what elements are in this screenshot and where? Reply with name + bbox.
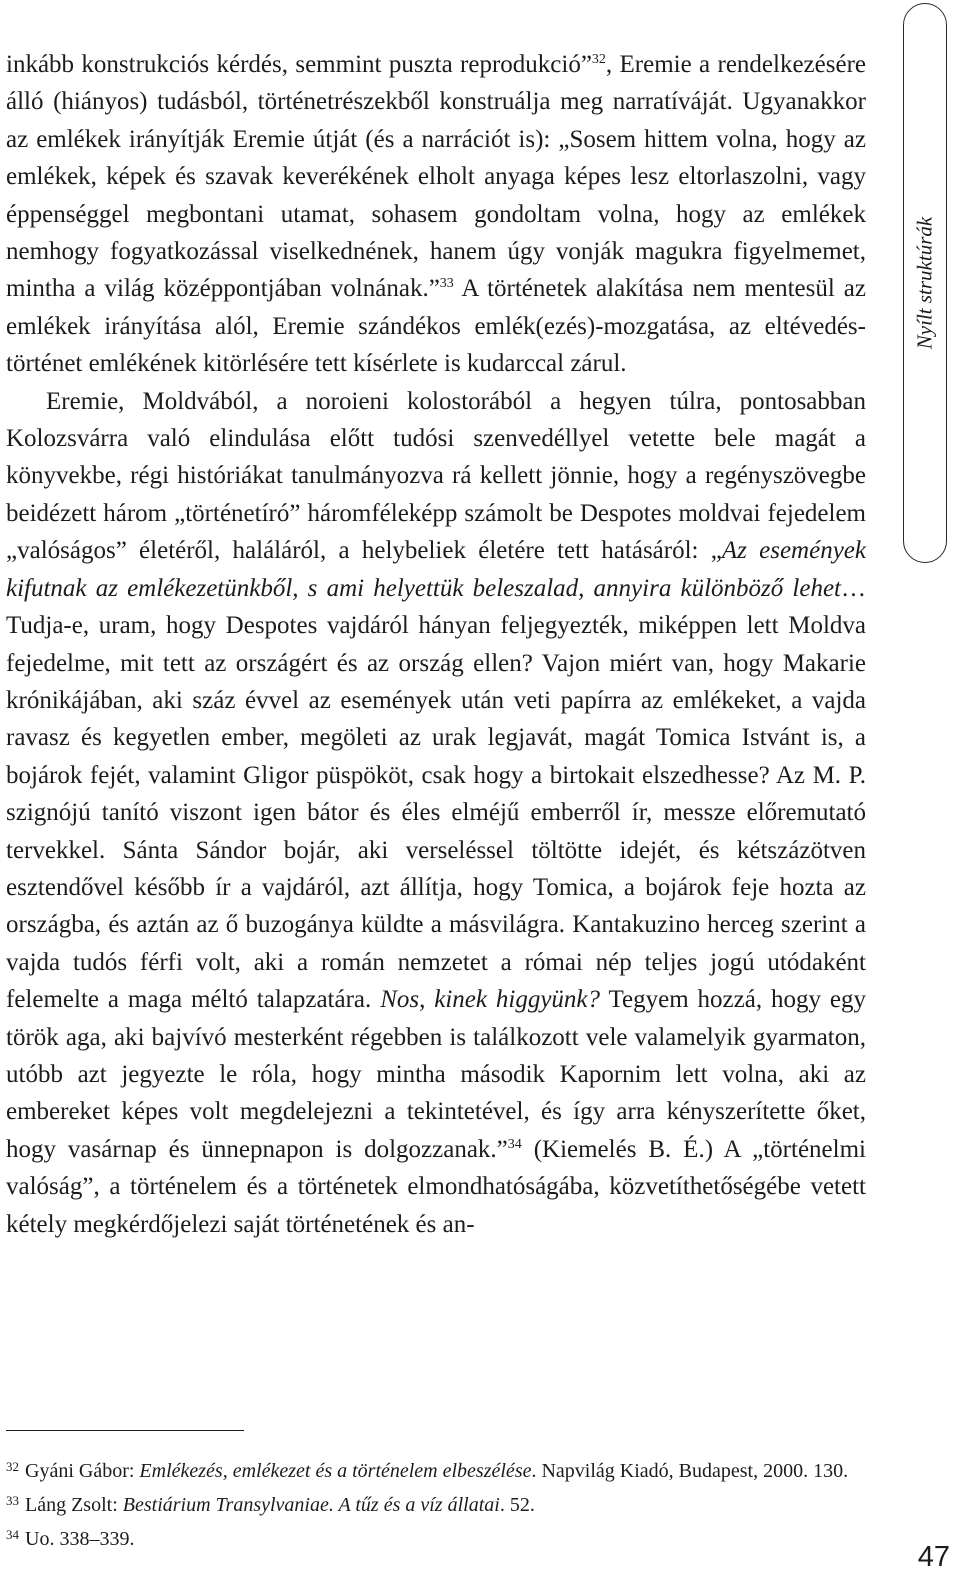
text-run: (Kiemelés B. É.) A „történelmi valóság”, a történelem és a történetek elmondhatóságába, közvetíthetőségébe vetett kétely megkérdőjelezi saját történetének és an- bbox=[6, 1135, 866, 1238]
italic-question: Nos, kinek higgyünk? bbox=[380, 986, 601, 1014]
footnotes bbox=[6, 1452, 864, 1554]
footnote-author: Láng Zsolt: bbox=[25, 1494, 123, 1516]
footnote-ref-32[interactable]: 32 bbox=[591, 52, 606, 67]
text-run: A történetek alakítása nem mentesül az emlékek irányítása alól, Eremie szándékos emlék(ezés)-mozgatása, az eltévedés-történet emlékének kitörlésére tett kísérlete is kudarccal zárul. bbox=[6, 275, 866, 378]
chapter-side-tab-label: Nyílt struktúrák bbox=[912, 216, 937, 350]
body-text bbox=[6, 46, 866, 1243]
text-run: Eremie, Moldvából, a noroieni kolostorából a hegyen túlra, pontosabban Kolozsvárra való elindulása előtt tudósi szenvedéllyel vetette bele magát a könyvekbe, régi históriákat tanulmányozva rá kellett jönnie, hogy a regényszövegbe beidézett három „történetíró” háromféleképp számolt be Despotes moldvai fejedelem „valóságos” életéről, haláláról, a helybeliek életére tett hatásáról: „ bbox=[6, 387, 866, 565]
footnote-33 bbox=[6, 1486, 864, 1520]
page-number: 47 bbox=[917, 1541, 950, 1573]
footnote-number: 34 bbox=[6, 1527, 19, 1542]
footnote-publication: . 52. bbox=[499, 1494, 535, 1516]
italic-quote: Az események kifutnak az emlékezetünkből, s ami helyettük beleszalad, annyira különböző lehet bbox=[6, 537, 866, 602]
footnote-title: Bestiárium Transylvaniae. A tűz és a víz állatai bbox=[122, 1494, 500, 1516]
footnote-publication: . Napvilág Kiadó, Budapest, 2000. 130. bbox=[531, 1460, 849, 1482]
footnote-ref-34[interactable]: 34 bbox=[507, 1136, 522, 1152]
footnote-title: Emlékezés, emlékezet és a történelem elbeszélése bbox=[139, 1460, 532, 1482]
footnote-32 bbox=[6, 1452, 864, 1486]
paragraph-2 bbox=[6, 383, 866, 1243]
text-run: , Eremie a rendelkezésére álló (hiányos) tudásból, történetrészekből konstruálja meg narratíváját. Ugyanakkor az emlékek irányítják Eremie útját (és a narrációt is): „Sosem hittem volna, hogy az emlékek, képek és szavak keverékének elholt anyaga képes lesz eltorlaszolni, vagy éppenséggel megbontani utamat, sohasem gondoltam volna, hogy az emlékek nemhogy fogyatkozással viselkednének, hanem úgy vonják magukra figyelmemet, mintha a világ középpontjában volnának.” bbox=[6, 51, 866, 303]
text-run: … Tudja-e, uram, hogy Despotes vajdáról hányan feljegyezték, miképpen lett Moldva fejedelme, mit tett az országért és az ország ellen? Vajon miért van, hogy Makarie krónikájában, aki száz évvel az események után veti papírra az emlékeket, a vajda ravasz és kegyetlen ember, megöleti az urak legjavát, magát Tomica Istvánt is, a bojárok fejét, valamint Gligor püspököt, csak hogy a birtokait elszedhesse? Az M. P. szignójú tanító viszont igen bátor és éles elméjű emberről ír, messze előremutató tervekkel. Sánta Sándor bojár, aki verseléssel töltötte idejét, és kétszázötven esztendővel később ír a vajdáról, azt állítja, hogy Tomica, a bojárok feje hozta az országba, és aztán az ő buzogánya küldte a másvilágra. Kantakuzino herceg szerint a vajda tudós férfi volt, aki a román nemzetet a római nép teljes jogú utódaként felemelte a maga méltó talapzatára. bbox=[6, 574, 866, 1014]
text-run: inkább konstrukciós kérdés, semmint puszta reprodukció” bbox=[6, 51, 592, 78]
footnote-ref-33[interactable]: 33 bbox=[439, 276, 454, 292]
footnote-number: 32 bbox=[6, 1459, 19, 1474]
footnote-separator bbox=[6, 1430, 244, 1431]
footnote-text: Uo. 338–339. bbox=[25, 1528, 135, 1550]
footnote-author: Gyáni Gábor: bbox=[25, 1460, 140, 1482]
text-run: Tegyem hozzá, hogy egy török aga, aki bajvívó mesterként régebben is találkozott vele valamelyik gyarmaton, utóbb azt jegyezte le róla, hogy mintha második Kapornim lett volna, aki az embereket képes volt megdelejezni a tekintetével, és így arra kényszerítette őket, hogy vasárnap és ünnepnapon is dolgozzanak.” bbox=[6, 986, 866, 1163]
paragraph-1 bbox=[6, 46, 866, 383]
footnote-number: 33 bbox=[6, 1493, 19, 1508]
footnote-34 bbox=[6, 1520, 864, 1554]
